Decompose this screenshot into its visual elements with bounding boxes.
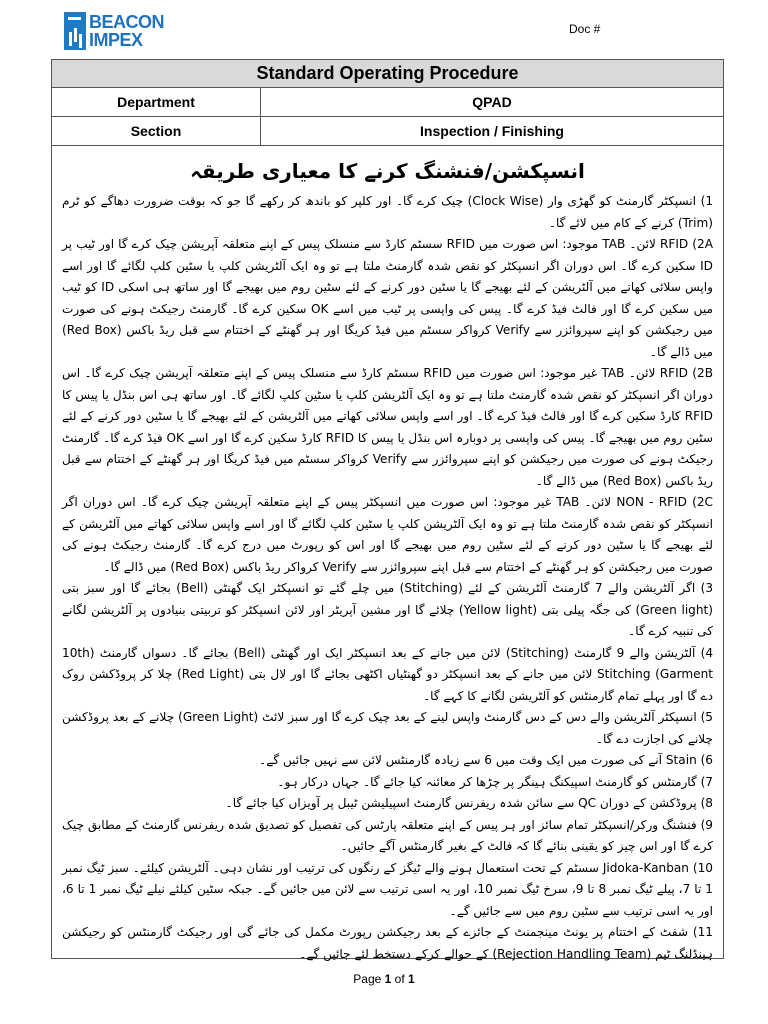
doc-number-label: Doc # <box>569 22 601 36</box>
page-current: 1 <box>384 972 392 986</box>
company-logo <box>64 12 164 52</box>
procedure-step: 1) انسپکٹر گارمنٹ کو گھڑی وار (Clock Wise) چیک کرے گا۔ اور کلپر کو باندھ کر رکھے گا جو کہ بوقت ضرورت دھاگے کو ٹرم (Trim) کرنے کے کام میں لائے گا۔ <box>62 194 714 230</box>
procedure-step: 9) فنشنگ ورکر/انسپکٹر تمام سائز اور ہر پیس کے اپنے متعلقہ پارٹس کی تفصیل کو تصدیق شدہ ریفرنس گارمنٹ کے مطابق چیک کرے گا اور اس چیز کو یقینی بنائے گا کہ فالٹ کے بغیر گارمنٹس آگے جائیں۔ <box>62 817 713 853</box>
logo-mark-icon <box>64 12 86 50</box>
procedure-step: 5) انسپکٹر آلٹریشن والے دس کے دس گارمنٹ واپس لینے کے بعد چیک کرے گا اور سبز لائٹ (Green Light) چلانے کے بعد پروڈکشن چلانے کی اجازت دے گا۔ <box>62 710 713 746</box>
sop-title: Standard Operating Procedure <box>52 60 723 88</box>
logo-line-2: IMPEX <box>89 30 143 50</box>
procedure-step: 7) گارمنٹس کو گارمنٹ اسپیکنگ ہینگر پر چڑھا کر معائنہ کیا جائے گا۔ جہاں درکار ہو۔ <box>277 774 713 789</box>
procedure-content <box>52 147 723 961</box>
department-value: QPAD <box>472 94 512 110</box>
procedure-step: Jidoka-Kanban (10 سسٹم کے تحت استعمال ہونے والے ٹیگز کے رنگوں کی ترتیب اور نشان دہی۔ آلٹریشن کیلئے۔ سبز ٹیگ نمبر 1 تا 7، پیلے ٹیگ نمبر 8 تا 9، سرخ ٹیگ نمبر 10، اور یہ اسی ترتیب سے لائن میں جائیں گے۔ جبکہ سٹین کیلئے نیلے ٹیگ نمبر 1 تا 6، اور یہ اسی ترتیب سے سٹین روم میں سے جائیں گے۔ <box>62 860 713 918</box>
page-word: Page <box>353 972 382 986</box>
section-value: Inspection / Finishing <box>420 123 564 139</box>
procedure-step: RFID (2B لائن۔ TAB غیر موجود: اس صورت میں RFID سسٹم کارڈ سے منسلک پیس کے اپنے متعلقہ آپریشن چیک کرے گا۔ اس دوران اگر انسپکٹر کو نقص شدہ گارمنٹ ملتا ہے تو وہ ایک آلٹریشن کلپ یا سٹین کلپ لگائے گا۔ اور ساتھ ہی اس بنڈل یا پیس کا RFID کارڈ سکین کرے گا اور فالٹ فیڈ کرے گا۔ اور اسے واپس سلائی کھاتے میں آلٹریشن کے لئے بھیجے گا یا سٹین دور کرنے کے لئے سٹین روم میں بھیجے گا۔ پیس کی واپسی پر دوبارہ اس بنڈل یا پیس کا RFID کارڈ سکین کرے گا اور اسے OK فیڈ کرے گا۔ گارمنٹ رجیکٹ ہونے کی صورت میں رجیکشن کو اپنے سپروائزر سے Verify کرواکر سسٹم میں فیڈ کریگا اور ہر گھنٹے کے اختتام سے قبل ریڈ باکس (Red Box) میں ڈالے گا۔ <box>62 366 714 488</box>
logo-line-1: BEACON <box>89 12 165 32</box>
sop-table <box>51 59 724 959</box>
page-total: 1 <box>408 972 415 986</box>
logo-text <box>89 13 164 49</box>
section-label: Section <box>52 117 261 145</box>
page-footer <box>0 972 768 986</box>
section-row <box>52 117 723 146</box>
procedure-step: 3) اگر آلٹریشن والے 7 گارمنٹ آلٹریشن کے لئے (Stitching) میں چلے گئے تو انسپکٹر ایک گھنٹی (Bell) بجائے گا اور سبز بتی (Green light) کی جگہ پیلی بتی (Yellow light) چلائے گا اور مشین آپریٹر اور لائن انسپکٹر کو تربیتی بنیادوں پر آلٹریشن لگانے کی تنبیہ کرے گا۔ <box>62 581 714 638</box>
department-label: Department <box>52 88 261 116</box>
of-word: of <box>394 972 405 986</box>
procedure-step: 11) شفٹ کے اختتام پر یونٹ مینجمنٹ کے جائزے کے بعد رجیکشن رپورٹ مکمل کی جائے گی اور رجیکٹ گارمنٹس کو رجیکشن ہینڈلنگ ٹیم (Rejection Handling Team) کے حوالے کرکے دستخط لئے جائیں گے۔ <box>62 925 713 961</box>
procedure-step: RFID (2A لائن۔ TAB موجود: اس صورت میں RFID سسٹم کارڈ سے منسلک پیس کے اپنے متعلقہ آپریشن چیک کرے گا اور ٹیب پر ID سکین کرے گا۔ اس دوران اگر انسپکٹر کو نقص شدہ گارمنٹ ملتا ہے تو وہ ایک آلٹریشن کلپ یا سٹین کلپ لگائے گا اور اسے واپس سلائی کھاتے میں آلٹریشن کے لئے بھیجے گا یا سٹین دور کرنے کے لئے سٹین روم میں بھیجے گا اور ساتھ ہی اسکی ID کو ٹیب میں سکین کرے گا اور فالٹ فیڈ کرے گا۔ پیس کی واپسی پر ٹیب میں اسے OK سکین کرے گا۔ گارمنٹ رجیکٹ ہونے کی صورت میں رجیکشن کو اپنے سپروائزر سے Verify کرواکر سسٹم میں فیڈ کریگا اور ہر گھنٹے کے اختتام سے قبل ریڈ باکس (Red Box) میں ڈالے گا۔ <box>62 237 714 359</box>
procedure-step: 6) Stain آنے کی صورت میں ایک وقت میں 6 سے زیادہ گارمنٹس لائن سے نہیں جائیں گے۔ <box>259 753 713 767</box>
procedure-step: 8) پروڈکشن کے دوران QC سے سائن شدہ ریفرنس گارمنٹ اسپیلیشن ٹیبل پر آویزاں کیا جائے گا۔ <box>225 796 713 810</box>
procedure-title: انسپکشن/فنشنگ کرنے کا معیاری طریقہ <box>190 159 585 183</box>
procedure-step: 4) آلٹریشن والے 9 گارمنٹ (Stitching) لائن میں جانے کے بعد انسپکٹر ایک اور گھنٹی (Bell) بجائے گا۔ دسواں گارمنٹ (10th Garment) Stitching لائن میں جانے کے بعد انسپکٹر دو گھنٹیاں اکٹھی بجائے گا اور لال بتی (Red Light) چلا کر پروڈکشن روک دے گا اور پہلے تمام گارمنٹس کو آلٹریشن لگانے کا کہے گا۔ <box>62 645 714 703</box>
procedure-step: NON - RFID (2C لائن۔ TAB غیر موجود: اس صورت میں انسپکٹر پیس کے اپنے متعلقہ آپریشن چیک کرے گا۔ اس دوران اگر انسپکٹر کو نقص شدہ گارمنٹ ملتا ہے تو وہ ایک آلٹریشن کلپ یا سٹین کلپ لگائے گا اور اسے واپس سلائی کھاتے میں آلٹریشن کے لئے بھیجے گا یا سٹین دور کرنے کے لئے سٹین روم میں بھیجے گا اور اس کو رپورٹ میں درج کرے گا۔ گارمنٹ رجیکٹ ہونے کی صورت میں رجیکشن کو ہر گھنٹے کے اختتام سے قبل اپنے سپروائزر سے Verify کرواکر ریڈ باکس (Red Box) میں ڈالے گا۔ <box>62 495 714 574</box>
department-row <box>52 88 723 117</box>
